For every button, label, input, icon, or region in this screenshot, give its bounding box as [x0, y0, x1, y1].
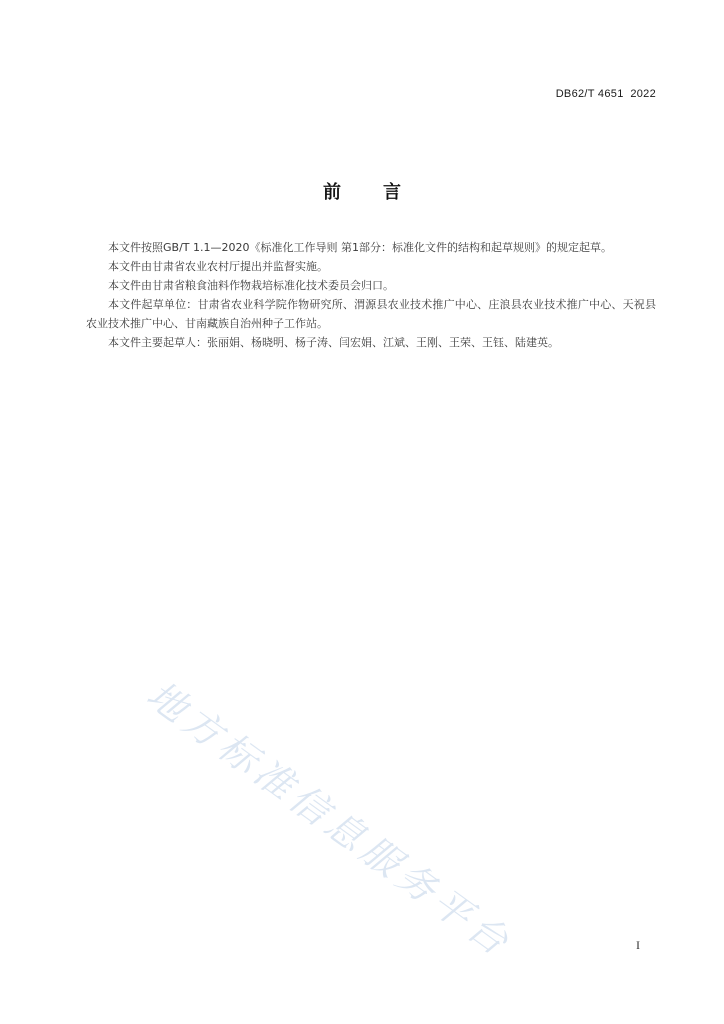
paragraph-drafting-rules: 本文件按照GB/T 1.1—2020《标准化工作导则 第1部分：标准化文件的结构和起草规则》的规定起草。	[108, 241, 612, 254]
foreword-body	[86, 238, 656, 352]
paragraph-proposer: 本文件由甘肃省农业农村厅提出并监督实施。	[108, 260, 328, 273]
page-number: I	[636, 938, 640, 952]
section-title: 前言	[323, 182, 443, 203]
paragraph-centralized-by: 本文件由甘肃省粮食油料作物栽培标准化技术委员会归口。	[108, 279, 394, 292]
paragraph-drafters: 本文件主要起草人：张丽娟、杨晓明、杨子涛、闫宏娟、江斌、王刚、王荣、王钰、陆建英。	[108, 336, 559, 349]
watermark-text: 地方标准信息服务平台	[138, 672, 521, 967]
document-code: DB62/T 4651 2022	[555, 88, 656, 100]
paragraph-drafting-units: 本文件起草单位：甘肃省农业科学院作物研究所、渭源县农业技术推广中心、庄浪县农业技术推广中心、天祝县农业技术推广中心、甘南藏族自治州种子工作站。	[86, 298, 656, 330]
